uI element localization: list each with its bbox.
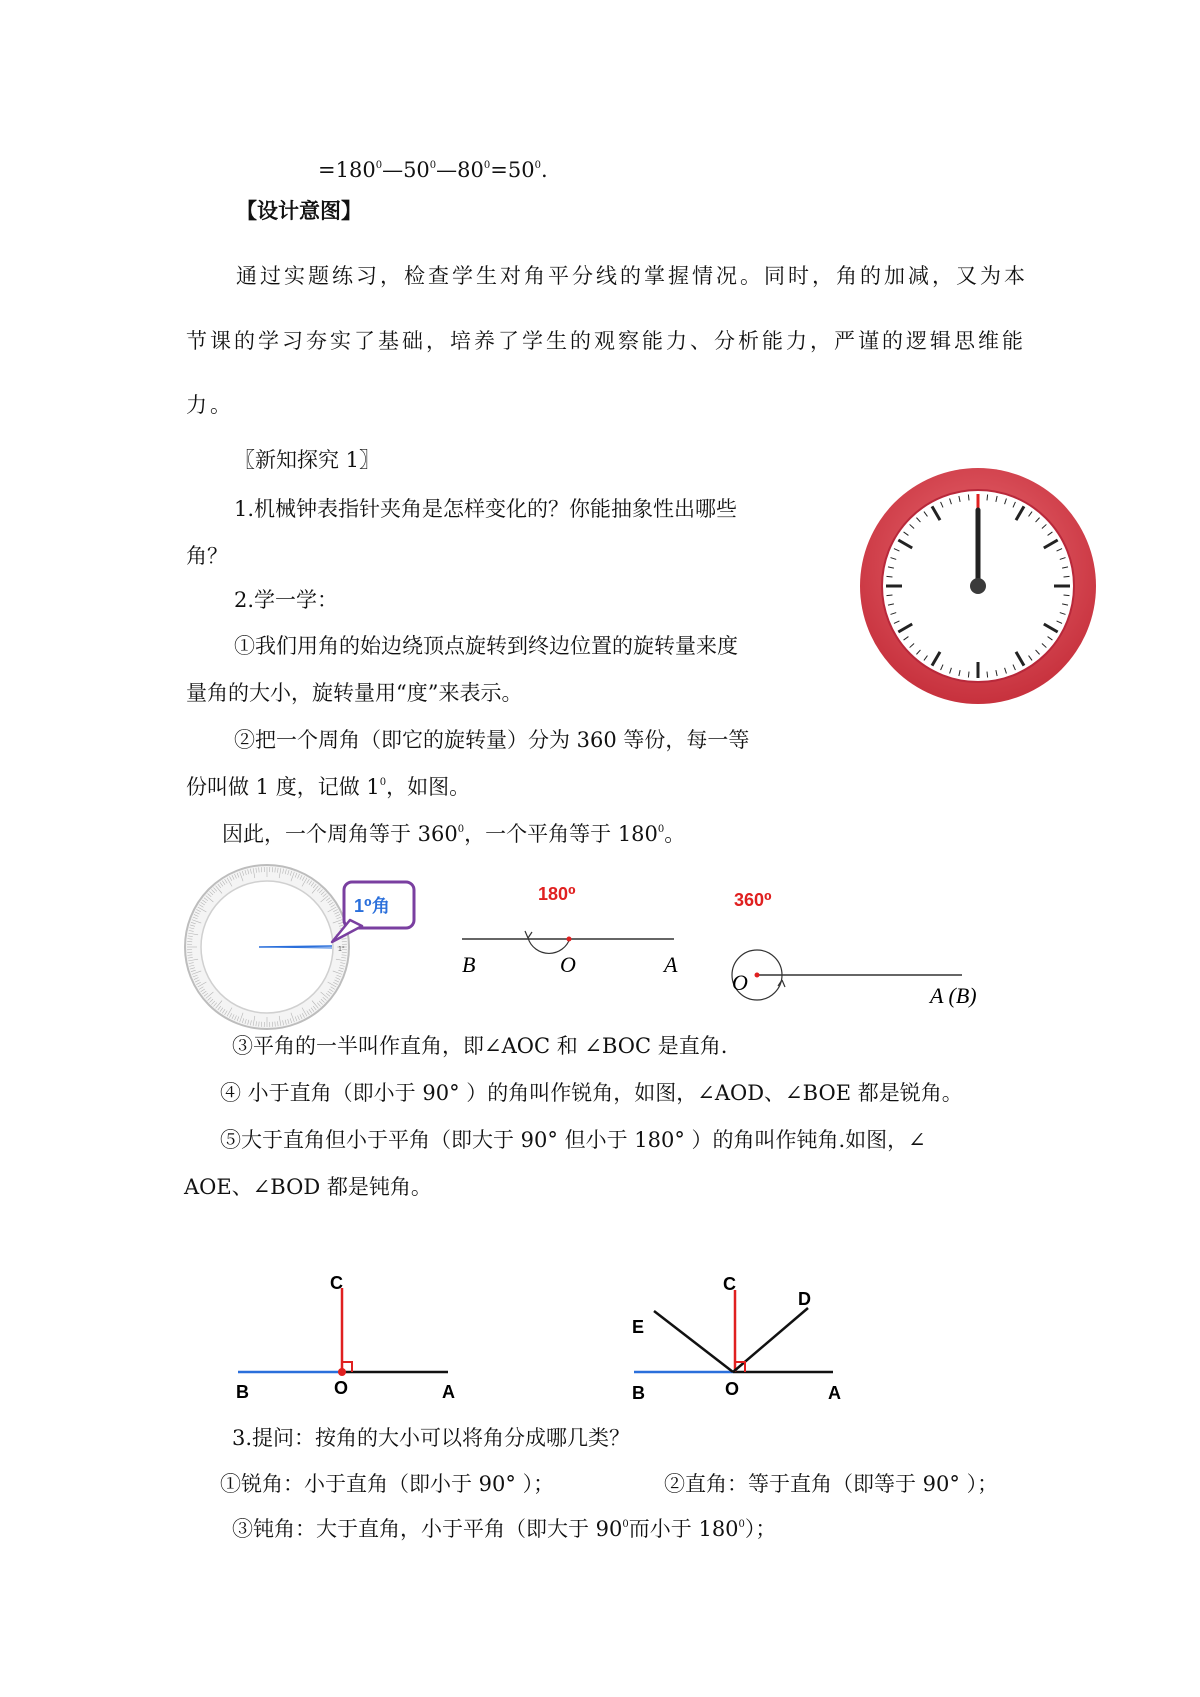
label-B: B [236, 1382, 249, 1402]
text-part: 因此，一个周角等于 360 [222, 822, 458, 846]
label-O: O [725, 1379, 740, 1399]
full-angle-value: 360⁰ [734, 890, 772, 910]
label-A: A [442, 1382, 455, 1402]
clock-center [970, 578, 986, 594]
design-intent-line3: 力。 [186, 393, 234, 417]
text-part: ，一个平角等于 180 [464, 822, 658, 846]
arc-arrow [525, 931, 532, 938]
definition-5-line1: ⑤大于直角但小于平角（即大于 90° 但小于 180° ）的角叫作钝角.如图，∠ [220, 1128, 926, 1152]
degree-sup: 0 [375, 160, 383, 171]
definition-4: ④ 小于直角（即小于 90° ）的角叫作锐角，如图，∠AOD、∠BOE 都是锐角。 [220, 1081, 963, 1105]
formula-line [318, 160, 548, 181]
text-part: ）； [744, 1517, 777, 1541]
design-intent-heading: 【设计意图】 [236, 198, 362, 223]
degree-sup: 0 [457, 824, 465, 835]
clock-tick [987, 672, 988, 678]
definition-5-line2: AOE、∠BOD 都是钝角。 [184, 1175, 432, 1199]
text-part: 而小于 180 [628, 1517, 739, 1541]
label-O: O [334, 1378, 349, 1398]
paragraph-2-line1: ②把一个周角（即它的旋转量）分为 360 等份，每一等 [234, 728, 750, 752]
clock-tick [968, 672, 969, 678]
formula-part: . [540, 158, 548, 182]
clock-tick [887, 576, 893, 577]
text-part: ，如图。 [386, 775, 471, 799]
straight-angle-value: 180⁰ [538, 884, 576, 904]
label-AB: A (B) [930, 983, 977, 1008]
label-B: B [462, 952, 476, 977]
acute-definition: ①锐角：小于直角（即小于 90° ）； [220, 1472, 555, 1496]
formula-part: —50 [382, 158, 430, 182]
question-3: 3.提问：按角的大小可以将角分成哪几类？ [232, 1426, 631, 1450]
ray-OE [654, 1311, 733, 1372]
right-definition: ②直角：等于直角（即等于 90° ）； [664, 1472, 999, 1496]
formula-part: =180 [318, 158, 376, 182]
degree-sup: 0 [483, 160, 491, 171]
label-E: E [632, 1317, 645, 1337]
design-intent-line1: 通过实题练习，检查学生对角平分线的掌握情况。同时，角的加减，又为本 [236, 264, 1028, 288]
protractor-tick-label: 1° [338, 946, 345, 953]
full-vertex-dot [755, 973, 760, 978]
question-2: 2.学一学： [234, 588, 339, 612]
protractor-figure [184, 862, 434, 1032]
right-angle-figure [230, 1268, 480, 1408]
label-C: C [723, 1274, 736, 1294]
design-intent-line2: 节课的学习夯实了基础，培养了学生的观察能力、分析能力，严谨的逻辑思维能 [186, 329, 1026, 353]
definition-3: ③平角的一半叫作直角，即∠AOC 和 ∠BOC 是直角. [232, 1034, 728, 1058]
clock-tick [887, 595, 893, 596]
degree-sup: 0 [738, 1519, 745, 1530]
full-angle-figure [722, 880, 1012, 1010]
angles-figure [628, 1268, 878, 1408]
formula-part: =50 [490, 158, 535, 182]
clock-tick [968, 495, 969, 501]
question-1-line2: 角？ [186, 544, 228, 568]
text-part: ③钝角：大于直角，小于平角（即大于 90 [232, 1517, 623, 1541]
degree-sup: 0 [622, 1519, 629, 1530]
clock-tick [1064, 576, 1070, 577]
text-part: 。 [664, 822, 686, 846]
degree-sup: 0 [534, 160, 541, 171]
paragraph-3 [222, 824, 685, 845]
degree-sup: 0 [429, 160, 437, 171]
clock-illustration [858, 466, 1098, 706]
label-O: O [732, 970, 748, 995]
clock-tick [1064, 595, 1070, 596]
paragraph-1-line1: ①我们用角的始边绕顶点旋转到终边位置的旋转量来度 [234, 634, 738, 658]
section-heading: 〖新知探究 1〗 [234, 448, 381, 472]
label-O: O [560, 952, 576, 977]
text-part: 份叫做 1 度，记做 1 [186, 775, 380, 799]
question-1-line1: 1.机械钟表指针夹角是怎样变化的？你能抽象性出哪些 [234, 497, 738, 521]
clock-tick [987, 495, 988, 501]
degree-sup: 0 [379, 777, 387, 788]
label-B: B [632, 1383, 645, 1403]
vertex-dot [567, 937, 572, 942]
label-C: C [330, 1273, 343, 1293]
obtuse-definition [232, 1519, 776, 1540]
vertex-dot [338, 1368, 346, 1376]
callout-label: 1⁰角 [354, 896, 390, 916]
straight-angle-figure [452, 875, 692, 995]
paragraph-2-line2 [186, 777, 470, 798]
formula-part: —80 [436, 158, 484, 182]
label-A: A [828, 1383, 841, 1403]
degree-sup: 0 [657, 824, 665, 835]
label-D: D [798, 1289, 811, 1309]
paragraph-1-line2: 量角的大小，旋转量用“度”来表示。 [186, 681, 523, 705]
label-A: A [664, 952, 678, 977]
